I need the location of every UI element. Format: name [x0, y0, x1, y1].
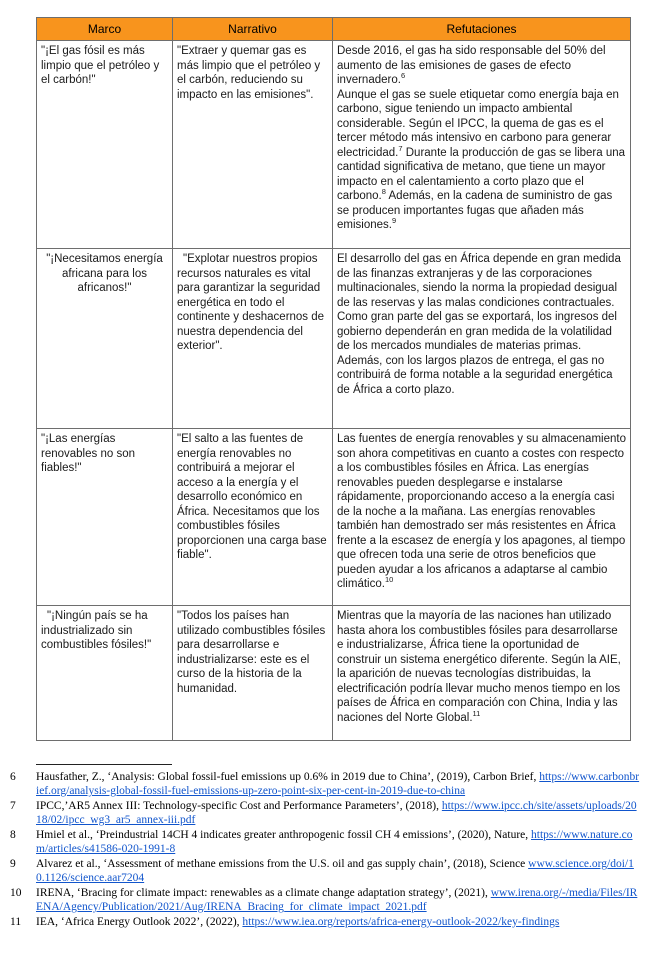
myths-table	[36, 17, 631, 741]
table-cell-row1-marco	[37, 41, 173, 249]
footnote-citation: Hausfather, Z., ‘Analysis: Global fossil-fuel emissions up 0.6% in 2019 due to China’, (2019), Carbon Brief,	[36, 771, 540, 783]
footnote-link[interactable]: https://www.iea.org/reports/africa-energy-outlook-2022/key-findings	[242, 916, 560, 928]
table-cell-row3-narrativo	[173, 429, 333, 606]
footnote-citation: Alvarez et al., ‘Assessment of methane emissions from the U.S. oil and gas supply chain’, (2018), Science	[36, 858, 529, 870]
cell-text: "¡Las energías renovables no son fiables!"	[41, 433, 135, 474]
cell-text: "Todos los países han utilizado combustibles fósiles para desarrollarse e industrializarse: este es el curso de la historia de la humanidad.	[177, 610, 326, 695]
footnote-link[interactable]: www.irena.org/-/media/Files/IRENA/Agency/Publication/2021/Aug/IRENA_Bracing_for_climate_impact_2021.pdf	[36, 887, 638, 913]
table-cell-row1-refutaciones	[333, 41, 631, 249]
footnotes-list	[10, 770, 640, 930]
table-cell-row3-marco	[37, 429, 173, 606]
cell-text: "¡Ningún país se ha industrializado sin combustibles fósiles!"	[41, 610, 152, 651]
footnote-text	[36, 829, 633, 855]
footnote-ref: 10	[384, 575, 394, 585]
header-cell-narrativo	[173, 18, 333, 41]
footnote-citation: IPCC,’AR5 Annex III: Technology-specific Cost and Performance Parameters’, (2018),	[36, 800, 442, 812]
cell-text: El desarrollo del gas en África depende en gran medida de las finanzas extranjeras y de las corporaciones multinacionales, siendo la norma la propiedad desigual de las reservas y las malas condiciones contractuales. Como gran parte del gas se exportará, los ingresos del gobierno dependerán en gran medida de la volatilidad de los mercados mundiales de materias primas. Además, con los largos plazos de entrega, el gas no contribuirá de forma notable a la seguridad energética de África a corto plazo.	[337, 253, 621, 396]
table-cell-row4-narrativo	[173, 606, 333, 741]
header-cell-marco	[37, 18, 173, 41]
table-cell-row3-refutaciones	[333, 429, 631, 606]
cell-text: Desde 2016, el gas ha sido responsable del 50% del aumento de las emisiones de gases de efecto invernadero.	[337, 45, 606, 86]
footnote-link[interactable]: https://www.carbonbrief.org/analysis-global-fossil-fuel-emissions-up-zero-point-six-per-cent-in-2019-due-to-china	[36, 771, 640, 797]
footnote-ref: 11	[472, 708, 481, 718]
table-cell-row4-refutaciones	[333, 606, 631, 741]
cell-text: Durante la producción de gas se libera una cantidad significativa de metano, que tiene un mayor impacto en el calentamiento a corto plazo que el carbono.	[337, 146, 626, 202]
cell-text: "El salto a las fuentes de energía renovables no contribuirá a mejorar el acceso a la energía y el desarrollo económico en África. Necesitamos que los combustibles fósiles proporcionen una carga base fiable".	[177, 433, 327, 561]
cell-text: Aunque el gas se suele etiquetar como energía baja en carbono, sigue teniendo un impacto ambiental considerable. Según el IPCC, la quema de gas es el tercer método más intensivo en carbono para generar electricidad.	[337, 88, 619, 159]
cell-text: "Extraer y quemar gas es más limpio que el petróleo y el carbón, reduciendo su impacto en las emisiones".	[177, 45, 321, 101]
footnote-ref: 7	[398, 143, 403, 153]
footnote-number: 7	[10, 800, 16, 812]
table-cell-row1-narrativo	[173, 41, 333, 249]
footnote-item	[10, 770, 640, 798]
footnote-citation: Hmiel et al., ‘Preindustrial 14CH 4 indicates greater anthropogenic fossil CH 4 emissions’, (2020), Nature,	[36, 829, 532, 841]
cell-text: "¡El gas fósil es más limpio que el petróleo y el carbón!"	[41, 45, 160, 86]
cell-text: "¡Necesitamos energía africana para los africanos!"	[46, 253, 163, 294]
footnote-number: 6	[10, 771, 16, 783]
footnote-item	[10, 886, 640, 914]
footnote-item	[10, 828, 640, 856]
footnote-text	[36, 858, 634, 884]
cell-text: Las fuentes de energía renovables y su almacenamiento son ahora competitivas en cuanto a costes con respecto a los combustibles fósiles en África. Las energías renovables pueden desplegarse e instalarse rápidamente, proporcionando acceso a la energía casi de la noche a la mañana. Las energías renovables también han demostrado ser más resistentes en África frente a la escasez de energía y los apagones, al tiempo que ofrecen toda una serie de otros beneficios que pueden ayudar a los africanos a adaptarse al cambio climático.	[337, 433, 626, 590]
footnote-item	[10, 857, 640, 885]
footnote-citation: IEA, ‘Africa Energy Outlook 2022’, (2022),	[36, 916, 243, 928]
cell-text: Mientras que la mayoría de las naciones han utilizado hasta ahora los combustibles fósiles para desarrollarse e industrializarse, África tiene la oportunidad de construir un sistema energético diferente. Según la AIE, la aparición de nuevas tecnologías distribuidas, la electrificación podría llevar mucho menos tiempo en los países de África en comparación con China, India y las naciones del Norte Global.	[337, 610, 621, 724]
footnote-text	[36, 800, 637, 826]
footnote-number: 9	[10, 858, 16, 870]
footnote-separator	[36, 764, 172, 765]
table-cell-row2-narrativo	[173, 249, 333, 429]
table-cell-row4-marco	[37, 606, 173, 741]
footnote-text	[36, 771, 639, 797]
footnote-link[interactable]: www.science.org/doi/10.1126/science.aar7204	[36, 858, 634, 884]
header-cell-refutaciones	[333, 18, 631, 41]
footnote-citation: IRENA, ‘Bracing for climate impact: renewables as a climate change adaptation strategy’, (2021),	[36, 887, 491, 899]
footnote-item	[10, 915, 640, 929]
footnote-ref: 9	[391, 216, 397, 226]
header-label-narrativo: Narrativo	[228, 21, 277, 36]
cell-text: "Explotar nuestros propios recursos naturales es vital para garantizar la seguridad energética en todo el continente y deshacernos de nuestra dependencia del exterior".	[177, 253, 325, 352]
footnote-ref: 6	[400, 71, 406, 81]
footnote-number: 10	[10, 887, 22, 899]
footnote-text	[36, 887, 637, 913]
footnote-link[interactable]: https://www.ipcc.ch/site/assets/uploads/2018/02/ipcc_wg3_ar5_annex-iii.pdf	[36, 800, 637, 826]
footnote-text	[36, 916, 559, 928]
cell-text: Además, en la cadena de suministro de gas se producen importantes fugas que añaden más emisiones.	[337, 190, 613, 231]
footnote-number: 8	[10, 829, 16, 841]
header-label-refutaciones: Refutaciones	[446, 21, 517, 36]
footnote-item	[10, 799, 640, 827]
table-cell-row2-marco	[37, 249, 173, 429]
footnote-link[interactable]: https://www.nature.com/articles/s41586-020-1991-8	[36, 829, 633, 855]
table-cell-row2-refutaciones	[333, 249, 631, 429]
footnote-number: 11	[10, 916, 22, 928]
header-label-marco: Marco	[87, 21, 122, 36]
footnote-ref: 8	[381, 187, 386, 197]
